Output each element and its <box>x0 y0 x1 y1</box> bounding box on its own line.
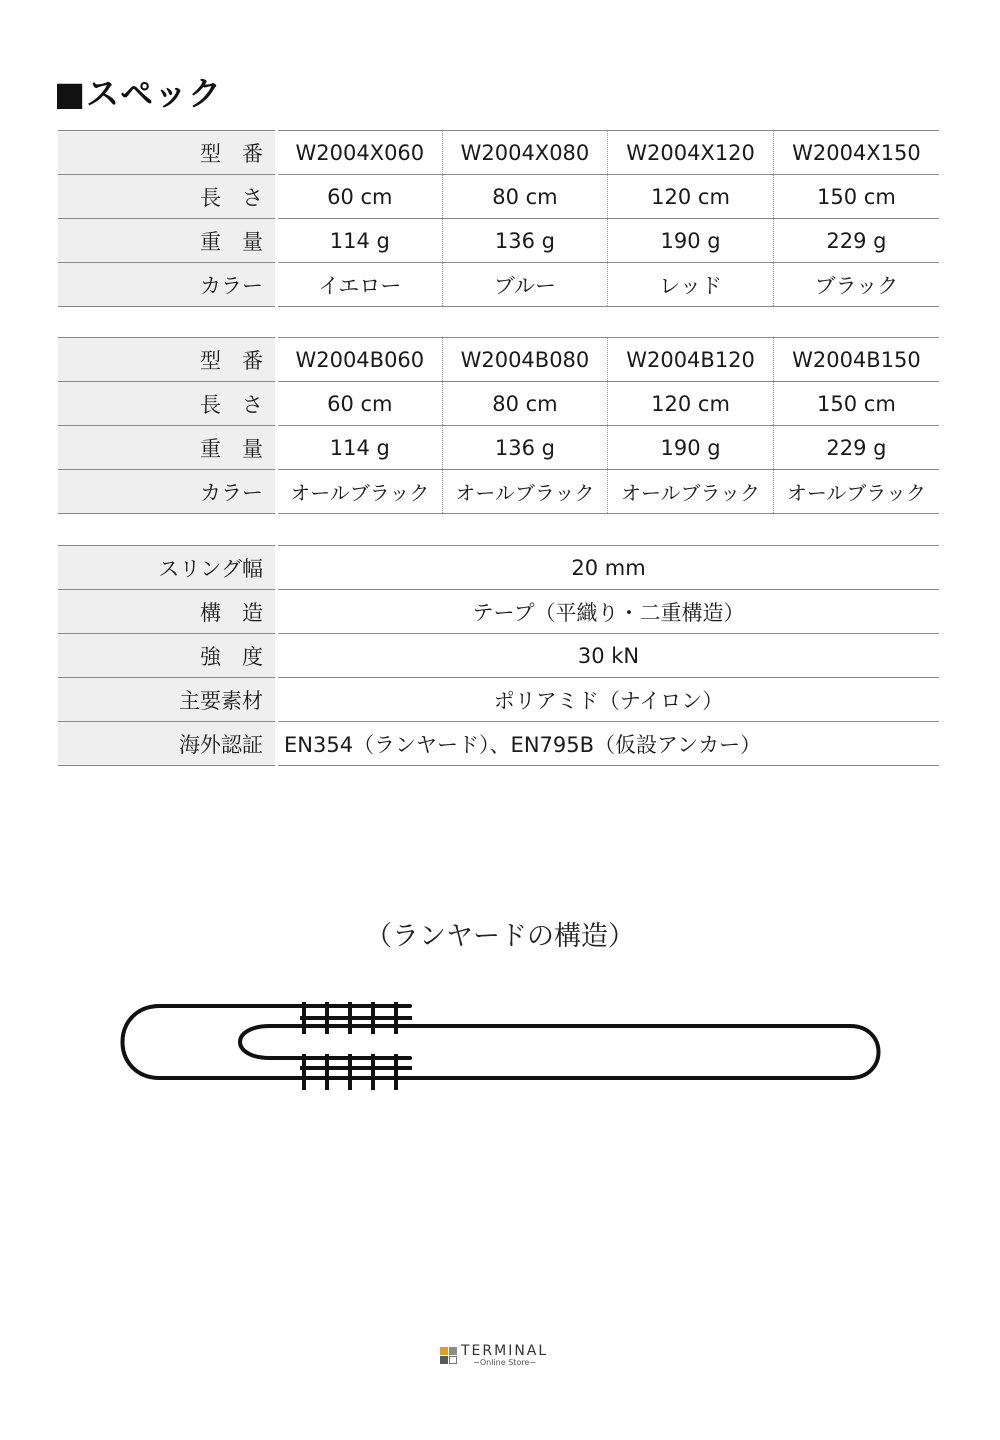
color-cell: ブルー <box>442 263 608 307</box>
table-row <box>58 678 939 722</box>
table-row <box>58 131 939 175</box>
weight-cell: 229 g <box>773 426 939 470</box>
strength-value: 30 kN <box>277 634 940 678</box>
weight-cell: 136 g <box>442 426 608 470</box>
model-cell: W2004B080 <box>442 338 608 382</box>
table-row <box>58 634 939 678</box>
color-cell: オールブラック <box>442 470 608 514</box>
material-value: ポリアミド（ナイロン） <box>277 678 940 722</box>
model-cell: W2004X080 <box>442 131 608 175</box>
table-row <box>58 590 939 634</box>
model-cell: W2004X060 <box>277 131 443 175</box>
spec-table-common <box>58 545 939 766</box>
model-cell: W2004B150 <box>773 338 939 382</box>
table-row <box>58 219 939 263</box>
diagram-caption: （ランヤードの構造） <box>365 921 635 952</box>
table-row <box>58 263 939 307</box>
row-label: スリング幅 <box>58 546 277 590</box>
logo-subtitle: −Online Store− <box>473 1358 537 1367</box>
length-cell: 60 cm <box>277 175 443 219</box>
color-cell: オールブラック <box>608 470 774 514</box>
length-cell: 80 cm <box>442 382 608 426</box>
terminal-logo <box>440 1344 548 1367</box>
certification-value: EN354（ランヤード）、EN795B（仮設アンカー） <box>277 722 940 766</box>
row-label: 海外認証 <box>58 722 277 766</box>
color-cell: ブラック <box>773 263 939 307</box>
table-row <box>58 175 939 219</box>
weight-cell: 114 g <box>277 426 443 470</box>
table-row <box>58 426 939 470</box>
outer-loop <box>123 1006 879 1078</box>
table-row <box>58 382 939 426</box>
length-cell: 120 cm <box>608 175 774 219</box>
row-label: カラー <box>58 263 277 307</box>
color-cell: レッド <box>608 263 774 307</box>
model-cell: W2004X120 <box>608 131 774 175</box>
table-row <box>58 338 939 382</box>
weight-cell: 229 g <box>773 219 939 263</box>
weight-cell: 190 g <box>608 426 774 470</box>
row-label: カラー <box>58 470 277 514</box>
structure-value: テープ（平織り・二重構造） <box>277 590 940 634</box>
spec-heading-text: ■スペック <box>54 74 223 113</box>
table-row <box>58 546 939 590</box>
weight-cell: 190 g <box>608 219 774 263</box>
length-cell: 80 cm <box>442 175 608 219</box>
row-label: 長 さ <box>58 175 277 219</box>
row-label: 長 さ <box>58 382 277 426</box>
row-label: 型 番 <box>58 338 277 382</box>
table-row <box>58 470 939 514</box>
row-label: 強 度 <box>58 634 277 678</box>
length-cell: 150 cm <box>773 382 939 426</box>
weight-cell: 136 g <box>442 219 608 263</box>
color-cell: イエロー <box>277 263 443 307</box>
row-label: 構 造 <box>58 590 277 634</box>
weight-cell: 114 g <box>277 219 443 263</box>
color-cell: オールブラック <box>277 470 443 514</box>
length-cell: 150 cm <box>773 175 939 219</box>
spec-table-b-series <box>58 337 939 514</box>
length-cell: 60 cm <box>277 382 443 426</box>
lanyard-structure-diagram <box>100 990 900 1110</box>
logo-brand: TERMINAL <box>461 1343 549 1359</box>
row-label: 重 量 <box>58 426 277 470</box>
logo-mark-icon <box>440 1347 457 1364</box>
sling-width-value: 20 mm <box>277 546 940 590</box>
spec-heading <box>54 68 222 115</box>
table-row <box>58 722 939 766</box>
model-cell: W2004X150 <box>773 131 939 175</box>
model-cell: W2004B120 <box>608 338 774 382</box>
row-label: 型 番 <box>58 131 277 175</box>
length-cell: 120 cm <box>608 382 774 426</box>
model-cell: W2004B060 <box>277 338 443 382</box>
row-label: 重 量 <box>58 219 277 263</box>
color-cell: オールブラック <box>773 470 939 514</box>
spec-table-x-series <box>58 130 939 307</box>
row-label: 主要素材 <box>58 678 277 722</box>
